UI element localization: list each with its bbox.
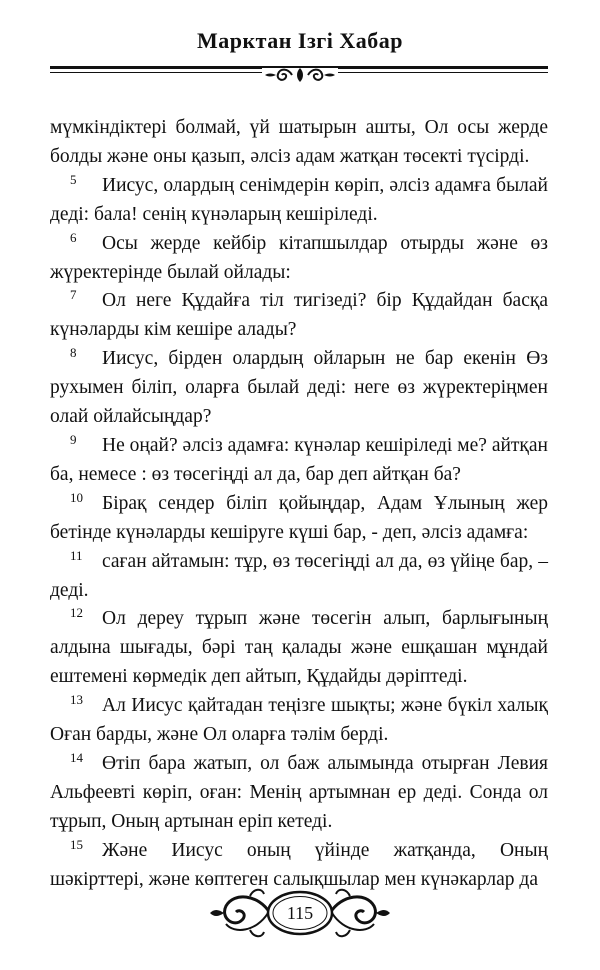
- opening-paragraph: мүмкіндіктері болмай, үй шатырын ашты, Ол осы жерде болды және оны қазып, әлсіз адам жатқан төсекті түсірді.: [50, 117, 548, 167]
- verse-text: Ол неге Құдайға тіл тигізеді? бір Құдайдан басқа күнәларды кім кешіре алады?: [50, 290, 548, 341]
- verse-text: Ол дереу тұрып және төсегін алып, барлығының алдына шығады, бәрі таң қалады және ешқашан мұндай ештемені көрмедік деп айтып, Құдайды дәріптеді.: [50, 608, 548, 688]
- verse-10: 10 Бірақ сендер біліп қойыңдар, Адам Ұлының жер бетінде күнәларды кешіруге күші бар, - деп, әлсіз адамға:: [50, 489, 548, 543]
- body-text: [50, 114, 548, 894]
- verse-text: Не оңай? әлсіз адамға: күнәлар кешіріледі ме? айтқан ба, немесе : өз төсегіңді ал да, бар деп айтқан ба?: [50, 434, 548, 485]
- verse-6: 6 Осы жерде кейбір кітапшылдар отырды және өз жүректерінде былай ойлады:: [50, 229, 548, 283]
- verse-5: 5 Иисус, олардың сенімдерін көріп, әлсіз адамға былай деді: бала! сенің күнәларың кешіріледі.: [50, 171, 548, 225]
- page-number: 115: [286, 903, 314, 923]
- scroll-ornament-icon: [262, 62, 338, 88]
- verse-15: 15 Және Иисус оның үйінде жатқанда, Оның шәкірттері, және көптеген салықшылар мен күнәкарлар да: [50, 836, 548, 890]
- verse-text: Иисус, олардың сенімдерін көріп, әлсіз адамға былай деді: бала! сенің күнәларың кешіріледі.: [50, 174, 548, 225]
- verse-text: Бірақ сендер біліп қойыңдар, Адам Ұлының жер бетінде күнәларды кешіруге күші бар, - деп, әлсіз адамға:: [50, 492, 548, 543]
- verse-11: 11 саған айтамын: тұр, өз төсегіңді ал да, өз үйіңе бар, – деді.: [50, 547, 548, 601]
- verse-12: 12 Ол дереу тұрып және төсегін алып, барлығының алдына шығады, бәрі таң қалады және ешқашан мұндай ештемені көрмедік деп айтып, Құдайды дәріптеді.: [50, 605, 548, 688]
- verse-8: 8 Иисус, бірден олардың ойларын не бар екенін Өз рухымен біліп, оларға былай деді: неге өз жүректеріңмен олай ойлайсыңдар?: [50, 345, 548, 428]
- verse-text: саған айтамын: тұр, өз төсегіңді ал да, өз үйіңе бар, – деді.: [50, 550, 548, 601]
- verse-text: Өтіп бара жатып, ол баж алымында отырған Левия Альфеевті көріп, оған: Менің артымнан ер деді. Сонда ол тұрып, Оның артынан еріп кетеді.: [50, 752, 548, 832]
- verse-7: 7 Ол неге Құдайға тіл тигізеді? бір Құдайдан басқа күнәларды кім кешіре алады?: [50, 287, 548, 341]
- running-header-title: Марктан Ізгі Хабар: [196, 28, 404, 53]
- verse-text: Ал Иисус қайтадан теңізге шықты; және бүкіл халық Оған барды, және Ол оларға тәлім берді.: [50, 695, 548, 746]
- verse-text: Осы жерде кейбір кітапшылдар отырды және өз жүректерінде былай ойлады:: [50, 232, 548, 283]
- verse-text: Және Иисус оның үйінде жатқанда, Оның шәкірттері, және көптеген салықшылар мен күнәкарлар да: [50, 839, 548, 890]
- verse-text: Иисус, бірден олардың ойларын не бар екенін Өз рухымен біліп, оларға былай деді: неге өз жүректеріңмен олай ойлайсыңдар?: [50, 348, 548, 428]
- verse-9: 9 Не оңай? әлсіз адамға: күнәлар кешіріледі ме? айтқан ба, немесе : өз төсегіңді ал да, бар деп айтқан ба?: [50, 431, 548, 485]
- verse-13: 13 Ал Иисус қайтадан теңізге шықты; және бүкіл халық Оған барды, және Ол оларға тәлім берді.: [50, 692, 548, 746]
- verse-14: 14 Өтіп бара жатып, ол баж алымында отырған Левия Альфеевті көріп, оған: Менің артымнан ер деді. Сонда ол тұрып, Оның артынан еріп кетеді.: [50, 749, 548, 832]
